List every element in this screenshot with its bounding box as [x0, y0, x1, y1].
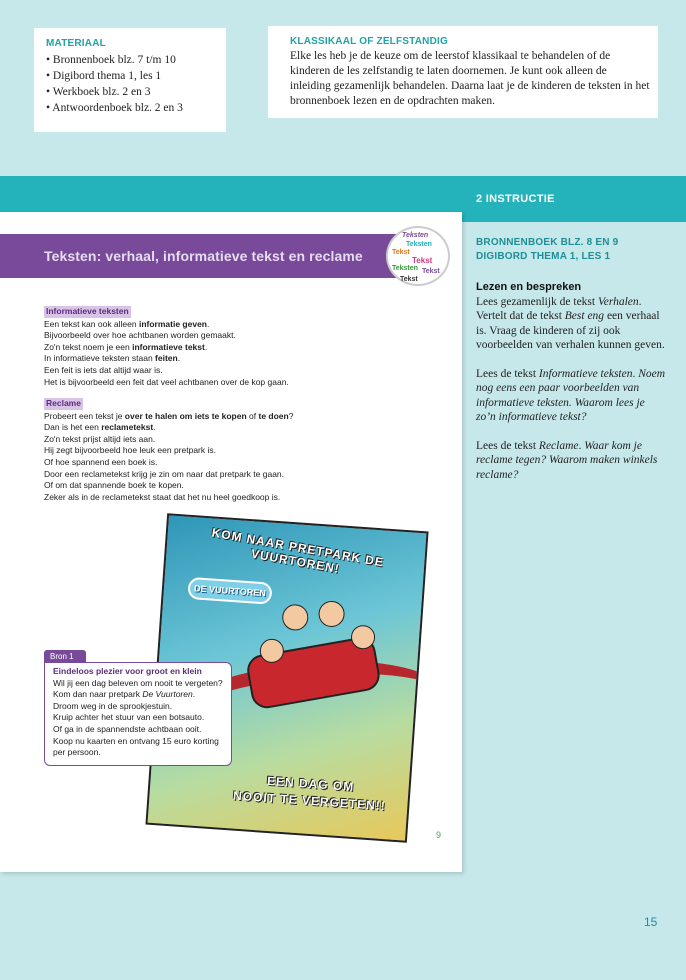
lesson-title: Teksten: verhaal, informatieve tekst en reclame [44, 248, 363, 264]
informatief-line: Het is bijvoorbeeld een feit dat veel achtbanen over de kop gaan. [44, 376, 289, 387]
informatief-line: Een tekst kan ook alleen informatie geven. [44, 318, 210, 329]
bron-line: Droom weg in de sprookjestuin. [53, 700, 173, 711]
reclame-line: Zeker als in de reclametekst staat dat het nu heel goedkoop is. [44, 491, 281, 502]
materiaal-list [46, 52, 183, 116]
instructie-paragraph-2: Lees de tekst Informatieve teksten. Noem nog eens een paar voorbeelden van informatieve teksten. Waarom lees je zo’n informatieve tekst? [476, 367, 666, 423]
vuurtoren-logo: DE VUURTOREN [187, 577, 272, 605]
informatief-line: In informatieve teksten staan feiten. [44, 353, 181, 364]
reclame-section [44, 398, 293, 503]
materiaal-note [34, 28, 226, 132]
poster-headline: KOM NAAR PRETPARK DE VUURTOREN! [210, 525, 385, 576]
reclame-line: Hij zegt bijvoorbeeld hoe leuk een pretpark is. [44, 445, 216, 456]
klassikaal-note [268, 26, 658, 118]
reclame-line: Dan is het een reclametekst. [44, 422, 156, 433]
lezen-heading: Lezen en bespreken [476, 281, 582, 293]
bron-heading: Eindeloos plezier voor groot en klein [53, 666, 202, 676]
teksten-badge-icon: Teksten Teksten Tekst Tekst Teksten Tekst Tekst [386, 226, 450, 286]
digibord-ref: DIGIBORD THEMA 1, LES 1 [476, 251, 611, 262]
bron-tab: Bron 1 [44, 650, 86, 663]
bron-line: per persoon. [53, 747, 101, 758]
reclame-line: Of hoe spannend een boek is. [44, 456, 158, 467]
informatief-line: Een feit is iets dat altijd waar is. [44, 364, 163, 375]
reclame-tag: Reclame [46, 398, 81, 408]
informatief-line: Bijvoorbeeld over hoe achtbanen worden gemaakt. [44, 330, 236, 341]
list-item: • Werkboek blz. 2 en 3 [46, 84, 183, 100]
book-page-number: 9 [436, 830, 442, 840]
bron-box [44, 662, 232, 766]
list-item: • Bronnenboek blz. 7 t/m 10 [46, 52, 183, 68]
rider-head [281, 604, 309, 632]
instructie-column [476, 236, 666, 482]
reclame-line: Probeert een tekst je over te halen om iets te kopen of te doen? [44, 410, 294, 421]
bron-line: Kom dan naar pretpark De Vuurtoren. [53, 689, 196, 700]
reclame-line: Door een reclametekst krijg je zin om naar dat pretpark te gaan. [44, 468, 285, 479]
list-item: • Digibord thema 1, les 1 [46, 68, 183, 84]
instructie-paragraph-3: Lees de tekst Reclame. Waar kom je reclame tegen? Waarom maken winkels reclame? [476, 439, 658, 481]
bronnenboek-ref: BRONNENBOEK BLZ. 8 EN 9 [476, 237, 619, 248]
informatief-tag: Informatieve teksten [46, 306, 129, 316]
bron-line: Koop nu kaarten en ontvang 15 euro korting [53, 735, 219, 746]
bron-line: Wil jij een dag beleven om nooit te vergeten? [53, 677, 223, 688]
poster-slogan: EEN DAG OM NOOIT TE VERGETEN!! [232, 773, 387, 814]
klassikaal-heading: KLASSIKAAL OF ZELFSTANDIG [290, 36, 448, 47]
rider-head [318, 600, 346, 628]
reclame-line: Of om dat spannende boek te kopen. [44, 480, 184, 491]
materiaal-heading: MATERIAAL [46, 38, 106, 49]
lesson-title-bar [0, 234, 412, 278]
bron-line: Of ga in de spannendste achtbaan ooit. [53, 723, 202, 734]
bron-line: Kruip achter het stuur van een botsauto. [53, 712, 205, 723]
klassikaal-text: Elke les heb je de keuze om de leerstof klassikaal te behandelen of de kinderen de les zelfstandig te laten doornemen. Je kunt ook alleen de inleiding gezamenlijk behandelen. Daarna laat je de kinderen de teksten in het bronnenboek lezen en de opdrachten maken. [290, 50, 650, 107]
instructie-paragraph-1: Lees gezamenlijk de tekst Verhalen. Vertelt dat de tekst Best eng een verhaal is. Vraag de kinderen of zij ook voorbeelden van verhalen kunnen geven. [476, 295, 665, 351]
reclame-line: Zo'n tekst prijst altijd iets aan. [44, 433, 156, 444]
instructie-title: 2 INSTRUCTIE [476, 193, 555, 205]
page-number: 15 [644, 915, 658, 929]
informatief-section [44, 306, 289, 388]
informatief-line: Zo'n tekst noem je een informatieve tekst. [44, 341, 208, 352]
list-item: • Antwoordenboek blz. 2 en 3 [46, 100, 183, 116]
